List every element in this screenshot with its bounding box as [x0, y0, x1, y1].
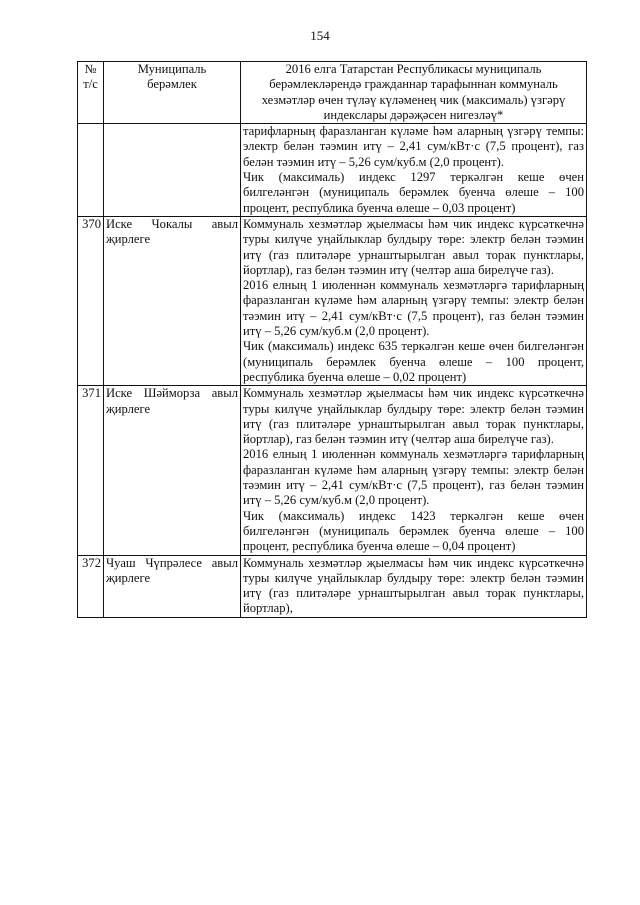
row-number: 371 [78, 386, 104, 555]
description-cell [241, 555, 587, 617]
header-description: 2016 елга Татарстан Республикасы муниципаль берәмлекләрендә гражданнар тарафыннан коммуналь хезмәтләр өчен түләү күләменең чик (максималь) үзгәрү индекслары дәрәҗәсен нигезләү* [241, 62, 587, 124]
description-paragraph: Чик (максималь) индекс 635 теркәлгән кеше өчен билгеләнгән (муниципаль берәмлек буенча өлеше – 100 процент, республика буенча өлеше – 0,02 процент) [243, 339, 584, 384]
municipality-name: Иске Шәйморза авыл җирлеге [104, 386, 241, 555]
continuation-number-cell [78, 124, 104, 217]
table-row [78, 216, 587, 385]
table-row [78, 555, 587, 617]
description-paragraph: 2016 елның 1 июленнән коммуналь хезмәтләргә тарифларның фаразланган күләме һәм аларның үзгәрү темпы: электр белән тәэмин итү – 2,41 сум/кВт·с (7,5 процент), газ белән тәэмин итү – 5,26 сум/куб.м (2,0 процент). [243, 278, 584, 339]
description-paragraph: 2016 елның 1 июленнән коммуналь хезмәтләргә тарифларның фаразланган күләме һәм аларның үзгәрү темпы: электр белән тәэмин итү – 2,41 сум/кВт·с (7,5 процент), газ белән тәэмин итү – 5,26 сум/куб.м (2,0 процент). [243, 447, 584, 508]
description-paragraph: Коммуналь хезмәтләр җыелмасы һәм чик индекс күрсәткечнә туры килүче уңайлыклар булдыру төре: электр белән тәэмин итү (газ плитәләре урнаштырылган авыл торак пунктлары, йортлар), [243, 555, 584, 616]
table-row-continuation [78, 124, 587, 217]
table-row [78, 386, 587, 555]
description-cell [241, 386, 587, 555]
row-number: 372 [78, 555, 104, 617]
municipality-name: Иске Чокалы авыл җирлеге [104, 216, 241, 385]
table-header-row [78, 62, 587, 124]
description-paragraph: Коммуналь хезмәтләр җыелмасы һәм чик индекс күрсәткечнә туры килүче уңайлыклар булдыру төре: электр белән тәэмин итү (газ плитәләре урнаштырылган авыл торак пунктлары, йортлар), газ белән тәэмин итү (челтәр аша бирелүче газ). [243, 386, 584, 447]
municipality-name: Чуаш Чүпрәлесе авыл җирлеге [104, 555, 241, 617]
header-number: № т/с [78, 62, 104, 124]
row-number: 370 [78, 216, 104, 385]
page-number: 154 [310, 28, 330, 43]
description-cell [241, 216, 587, 385]
continuation-description-cell [241, 124, 587, 217]
description-paragraph: Чик (максималь) индекс 1423 теркәлгән кеше өчен билгеләнгән (муниципаль берәмлек буенча өлеше – 100 процент, республика буенча өлеше – 0,04 процент) [243, 508, 584, 554]
description-paragraph: тарифларның фаразланган күләме һәм аларның үзгәрү темпы: электр белән тәэмин итү – 2,41 сум/кВт·с (7,5 процент), газ белән тәэмин итү – 5,26 сум/куб.м (2,0 процент). [243, 124, 584, 169]
header-municipality: Муниципаль берәмлек [104, 62, 241, 124]
continuation-municipality-cell [104, 124, 241, 217]
description-paragraph: Чик (максималь) индекс 1297 теркәлгән кеше өчен билгеләнгән (муниципаль берәмлек буенча өлеше – 100 процент, республика буенча өлеше – 0,03 процент) [243, 170, 584, 215]
description-paragraph: Коммуналь хезмәтләр җыелмасы һәм чик индекс күрсәткечнә туры килүче уңайлыклар булдыру төре: электр белән тәэмин итү (газ плитәләре урнаштырылган авыл торак пунктлары, йортлар), газ белән тәэмин итү (челтәр аша бирелүче газ). [243, 216, 584, 277]
tariff-index-table [77, 61, 587, 618]
